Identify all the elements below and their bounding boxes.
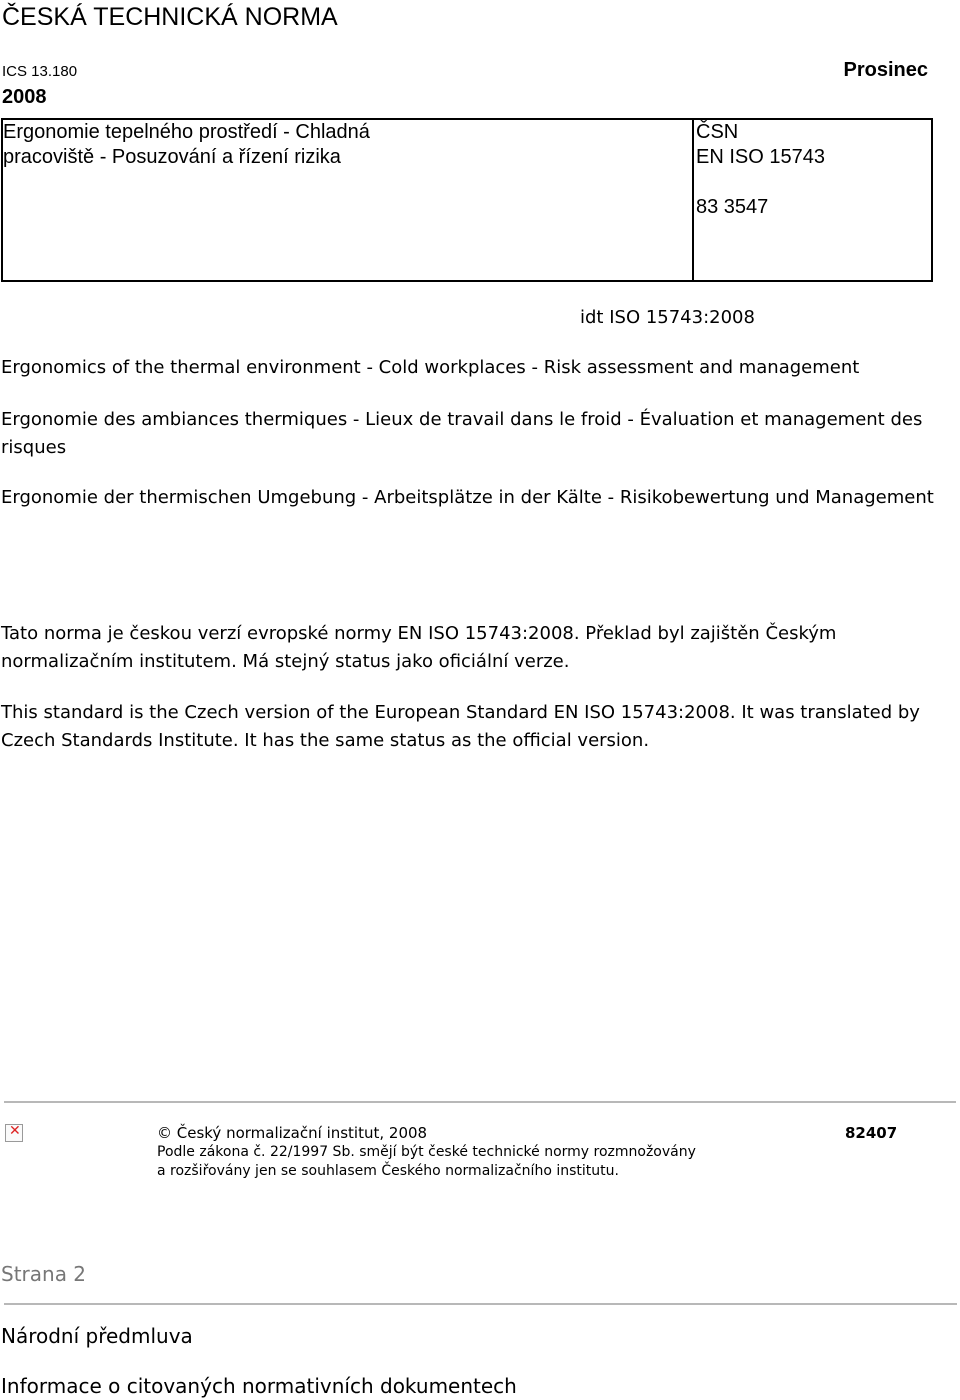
page-label: Strana 2 xyxy=(1,1262,87,1286)
publication-year: 2008 xyxy=(2,86,47,108)
document-type-heading: ČESKÁ TECHNICKÁ NORMA xyxy=(2,3,338,31)
section-national-foreword: Národní předmluva xyxy=(1,1324,193,1348)
czech-title xyxy=(3,120,663,170)
legal-notice-line-1: Podle zákona č. 22/1997 Sb. smějí být české technické normy rozmnožovány xyxy=(157,1144,696,1160)
footer-divider xyxy=(4,1101,956,1103)
french-title: Ergonomie des ambiances thermiques - Lieux de travail dans le froid - Évaluation et management des risques xyxy=(1,409,923,458)
copyright-notice: © Český normalizační institut, 2008 xyxy=(157,1124,428,1142)
page-divider xyxy=(4,1303,957,1305)
publication-month: Prosinec xyxy=(843,59,928,81)
standard-number: EN ISO 15743 xyxy=(696,146,825,168)
german-title: Ergonomie der thermischen Umgebung - Arbeitsplätze in der Kälte - Risikobewertung und Management xyxy=(1,487,934,508)
broken-image-icon: ✕ xyxy=(5,1124,23,1142)
csn-label: ČSN xyxy=(696,121,739,143)
czech-statement: Tato norma je českou verzí evropské normy EN ISO 15743:2008. Překlad byl zajištěn Českým normalizačním institutem. Má stejný status jako oficiální verze. xyxy=(1,623,837,672)
title-frame-divider xyxy=(692,120,694,280)
iso-identity: idt ISO 15743:2008 xyxy=(580,307,755,328)
section-cited-documents: Informace o citovaných normativních dokumentech xyxy=(1,1374,517,1398)
legal-notice-line-2: a rozšiřovány jen se souhlasem Českého normalizačního institutu. xyxy=(157,1163,619,1179)
czech-title-line-2: pracoviště - Posuzování a řízení rizika xyxy=(3,146,341,168)
classification-number: 83 3547 xyxy=(696,196,769,218)
czech-title-line-1: Ergonomie tepelného prostředí - Chladná xyxy=(3,121,370,143)
ics-code: ICS 13.180 xyxy=(2,63,78,80)
catalog-number: 82407 xyxy=(845,1124,898,1142)
english-title: Ergonomics of the thermal environment - Cold workplaces - Risk assessment and management xyxy=(1,357,860,378)
english-statement: This standard is the Czech version of the European Standard EN ISO 15743:2008. It was translated by Czech Standards Institute. It has the same status as the official version. xyxy=(1,702,920,751)
